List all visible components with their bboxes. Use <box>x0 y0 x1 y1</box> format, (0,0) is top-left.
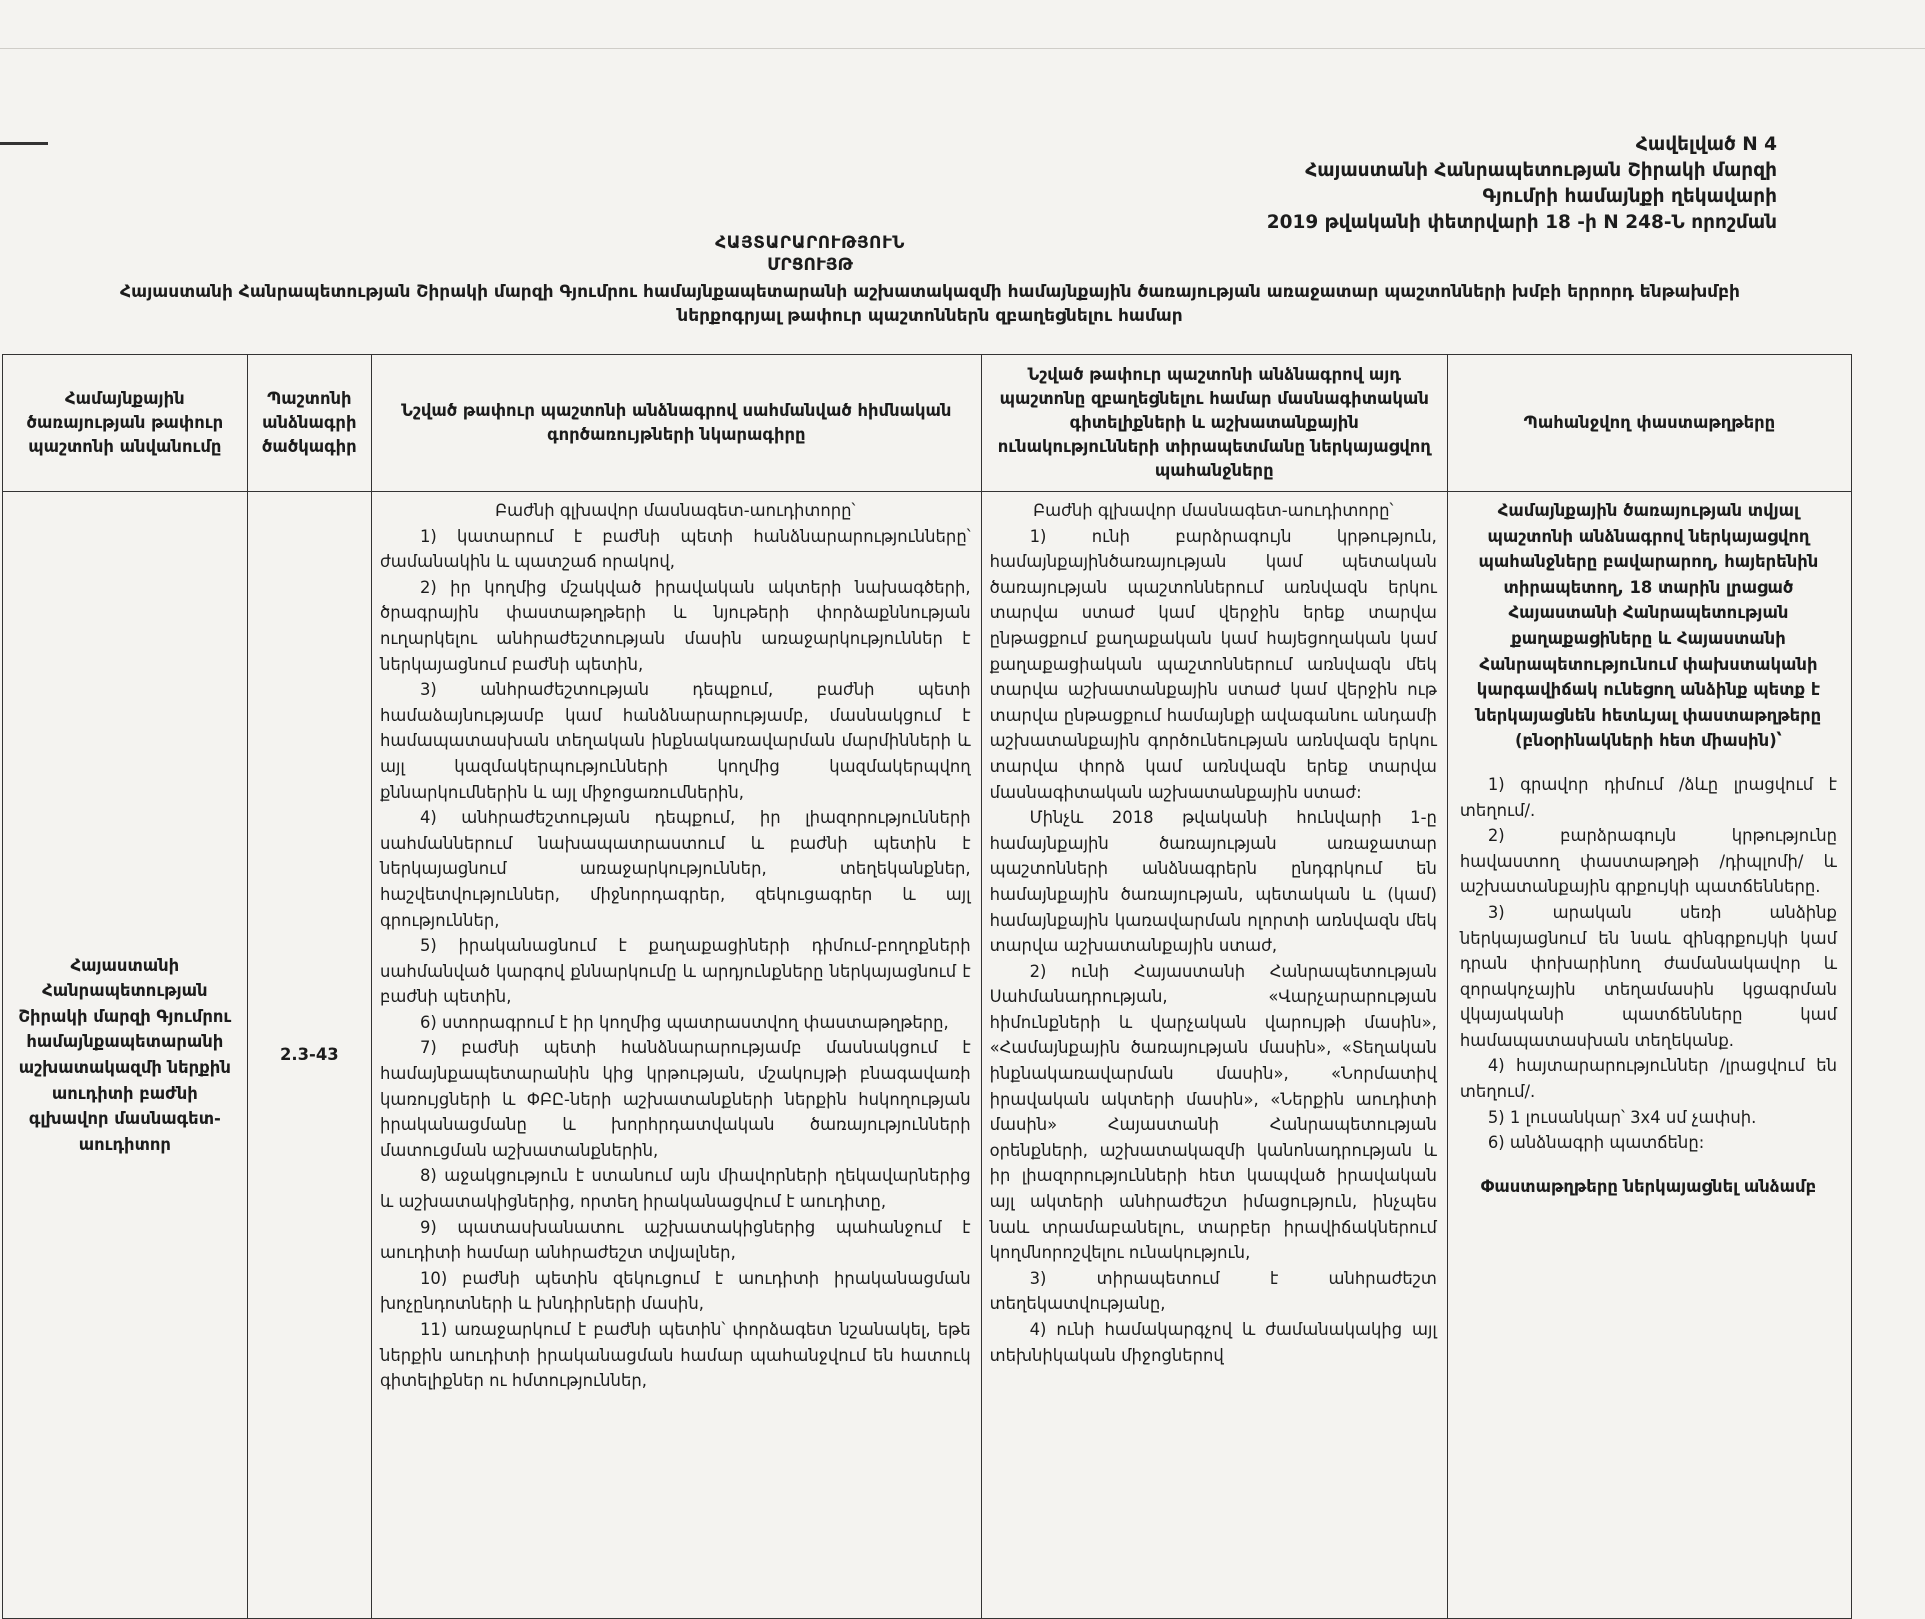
requirement-item: Մինչև 2018 թվականի հունվարի 1-ը համայնքային ծառայության առաջատար պաշտոնների անձնագրերն ընդգրկում են համայնքային ծառայության, պետական և (կամ) համայնքային կառավարման ոլորտի առնվազն մեկ տարվա աշխատանքային ստաժ, <box>989 808 1437 956</box>
function-item: 4) անհրաժեշտության դեպքում, իր լիազորությունների սահմաններում նախապատրաստում և բաժնի պետին է ներկայացնում առաջարկություններ, տեղեկանքներ, հաշվետվություններ, միջնորդագրեր, զեկուցագրեր և այլ գրություններ, <box>379 808 971 930</box>
function-item: 5) իրականացնում է քաղաքացիների դիմում-բողոքների սահմանված կարգով քննարկումը և արդյունքները ներկայացնում է բաժնի պետին, <box>379 936 971 1007</box>
function-item: 8) աջակցություն է ստանում այն միավորների ղեկավարներից և աշխատակիցներից, որտեղ իրականացվում է աուդիտը, <box>379 1166 971 1212</box>
function-item: 7) բաժնի պետի հանձնարարությամբ մասնակցում է համայնքապետարանին կից կրթության, մշակույթի բնագավառի կառույցների և ՓԲԸ-ների աշխատանքների ներքին հսկողության իրականացմանը և խորհրդատվական ծառայությունների մատուցման աշխատանքներին, <box>379 1038 971 1160</box>
title-description: Հայաստանի Հանրապետության Շիրակի մարզի Գյումրու համայնքապետարանի աշխատակազմի համայնքային ծառայության առաջատար պաշտոնների խմբի երրորդ ենթախմբի ներքոգրյալ թափուր պաշտոններն զբաղեցնելու համար <box>120 282 1740 326</box>
requirement-item: 2) ունի Հայաստանի Հանրապետության Սահմանադրության, «Վարչարարության հիմունքների և վարչական վարույթի մասին», «Համայնքային ծառայության մասին», «Տեղական ինքնակառավարման մասին», «Նորմատիվ իրավական ակտերի մասին», «Ներքին աուդիտի մասին» Հայաստանի Հանրապետության օրենքների, աշխատակազմի կանոնադրության և իր լիազորությունների հետ կապված իրավական այլ ակտերի անհրաժեշտ իմացություն, ինչպես նաև տրամաբանելու, տարբեր իրավիճակներում կողմնորոշվելու ունակություն, <box>989 961 1437 1263</box>
title-competition: ՄՐՑՈՒՅԹ <box>767 255 853 275</box>
function-item: 10) բաժնի պետին զեկուցում է աուդիտի իրականացման խոչընդոտների և խնդիրների մասին, <box>379 1268 971 1314</box>
document-item: 1) գրավոր դիմում /ձևը լրացվում է տեղում/. <box>1459 774 1837 820</box>
function-item: 2) իր կողմից մշակված իրավական ակտերի նախագծերի, ծրագրային փաստաթղթերի և նյութերի փորձաքննության ուղարկելու անհրաժեշտության մասին առաջարկություններ է ներկայացնում բաժնի պետին, <box>379 577 971 674</box>
document-item: 3) արական սեռի անձինք ներկայացնում են նաև զինգրքույկի կամ դրան փոխարինող ժամանակավոր և զորակոչային տեղամասին կցագրման վկայականի պատճենները կամ համապատասխան տեղեկանք. <box>1459 902 1837 1050</box>
cell-documents <box>1447 492 1851 1619</box>
appendix-number: Հավելված N 4 <box>1635 134 1777 155</box>
appendix-authority: Գյումրի համայնքի ղեկավարի <box>1482 186 1777 207</box>
header-requirements: Նշված թափուր պաշտոնի անձնագրով այդ պաշտոնը զբաղեցնելու համար մասնագիտական գիտելիքների և աշխատանքային ունակությունների տիրապետմանը ներկայացվող պահանջները <box>981 355 1447 492</box>
vacancy-table <box>2 354 1852 1619</box>
header-code: Պաշտոնի անձնագրի ծածկագիր <box>247 355 371 492</box>
requirement-item: 3) տիրապետում է անհրաժեշտ տեղեկատվությանը, <box>989 1268 1437 1314</box>
cell-functions <box>371 492 981 1619</box>
function-item: 9) պատասխանատու աշխատակիցներից պահանջում է աուդիտի համար անհրաժեշտ տվյալներ, <box>379 1217 971 1263</box>
announcement-title <box>60 232 1800 328</box>
functions-lead: Բաժնի գլխավոր մասնագետ-աուդիտորը՝ <box>495 501 856 520</box>
cell-code: 2.3-43 <box>247 492 371 1619</box>
function-item: 1) կատարում է բաժնի պետի հանձնարարությունները՝ ժամանակին և պատշաճ որակով, <box>379 526 971 572</box>
cell-position: Հայաստանի Հանրապետության Շիրակի մարզի Գյումրու համայնքապետարանի աշխատակազմի ներքին աուդիտի բաժնի գլխավոր մասնագետ-աուդիտոր <box>3 492 248 1619</box>
requirements-lead: Բաժնի գլխավոր մասնագետ-աուդիտորը՝ <box>1033 501 1394 520</box>
document-item: 5) 1 լուսանկար՝ 3x4 սմ չափսի. <box>1487 1107 1757 1127</box>
appendix-decision: 2019 թվականի փետրվարի 18 -ի N 248-Ն որոշման <box>1266 212 1777 233</box>
cell-requirements <box>981 492 1447 1619</box>
documents-submit-note: Փաստաթղթերը ներկայացնել անձամբ <box>1480 1176 1817 1196</box>
documents-intro: Համայնքային ծառայության տվյալ պաշտոնի անձնագրով ներկայացվող պահանջները բավարարող, հայերենին տիրապետող, 18 տարին լրացած Հայաստանի Հանրապետության քաղաքացիները և Հայաստանի Հանրապետությունում փախստականի կարգավիճակ ունեցող անձինք պետք է ներկայացնեն հետևյալ փաստաթղթերը (բնօրինակների հետ միասին)՝ <box>1475 501 1822 751</box>
requirement-item: 1) ունի բարձրագույն կրթություն, համայնքայինծառայության կամ պետական ծառայության պաշտոններում առնվազն երկու տարվա ստաժ կամ վերջին երեք տարվա ընթացքում քաղաքական կամ հայեցողական կամ քաղաքացիական պաշտոններում առնվազն մեկ տարվա աշխատանքային ստաժ կամ վերջին ութ տարվա ընթացքում համայնքի ավագանու անդամի աշխատանքային գործունեության առնվազն երկու տարվա փորձ կամ առնվազն երեք տարվա մասնագիտական աշխատանքային ստաժ: <box>989 526 1437 802</box>
margin-mark <box>0 142 48 145</box>
header-functions: Նշված թափուր պաշտոնի անձնագրով սահմանված հիմնական գործառույթների նկարագիրը <box>371 355 981 492</box>
title-announcement: ՀԱՅՏԱՐԱՐՈՒԹՅՈՒՆ <box>715 233 905 253</box>
function-item: 11) առաջարկում է բաժնի պետին՝ փորձագետ նշանակել, եթե ներքին աուդիտի իրականացման համար պահանջվում են հատուկ գիտելիքներ ու հմտություններ, <box>379 1320 971 1391</box>
appendix-region: Հայաստանի Հանրապետության Շիրակի մարզի <box>1305 160 1777 181</box>
function-item: 6) ստորագրում է իր կողմից պատրաստվող փաստաթղթերը, <box>419 1012 949 1032</box>
function-item: 3) անհրաժեշտության դեպքում, բաժնի պետի համաձայնությամբ կամ հանձնարարությամբ, մասնակցում է համապատասխան տեղական ինքնակառավարման մարմինների և այլ կազմակերպությունների կողմից կազմակերպվող քննարկումներին և այլ միջոցառումներին, <box>379 680 971 802</box>
header-position: Համայնքային ծառայության թափուր պաշտոնի անվանումը <box>3 355 248 492</box>
scan-top-edge <box>0 48 1925 49</box>
document-item: 4) հայտարարություններ /լրացվում են տեղում/. <box>1459 1056 1837 1102</box>
table-header-row <box>3 355 1852 492</box>
requirement-item: 4) ունի համակարգչով և ժամանակակից այլ տեխնիկական միջոցներով <box>989 1320 1437 1365</box>
document-item: 6) անձնագրի պատճենը: <box>1487 1133 1705 1153</box>
appendix-header <box>877 132 1777 236</box>
table-row <box>3 492 1852 1619</box>
header-documents: Պահանջվող փաստաթղթերը <box>1447 355 1851 492</box>
document-item: 2) բարձրագույն կրթությունը հավաստող փաստաթղթի /դիպլոմի/ և աշխատանքային գրքույկի պատճենները. <box>1459 826 1837 897</box>
